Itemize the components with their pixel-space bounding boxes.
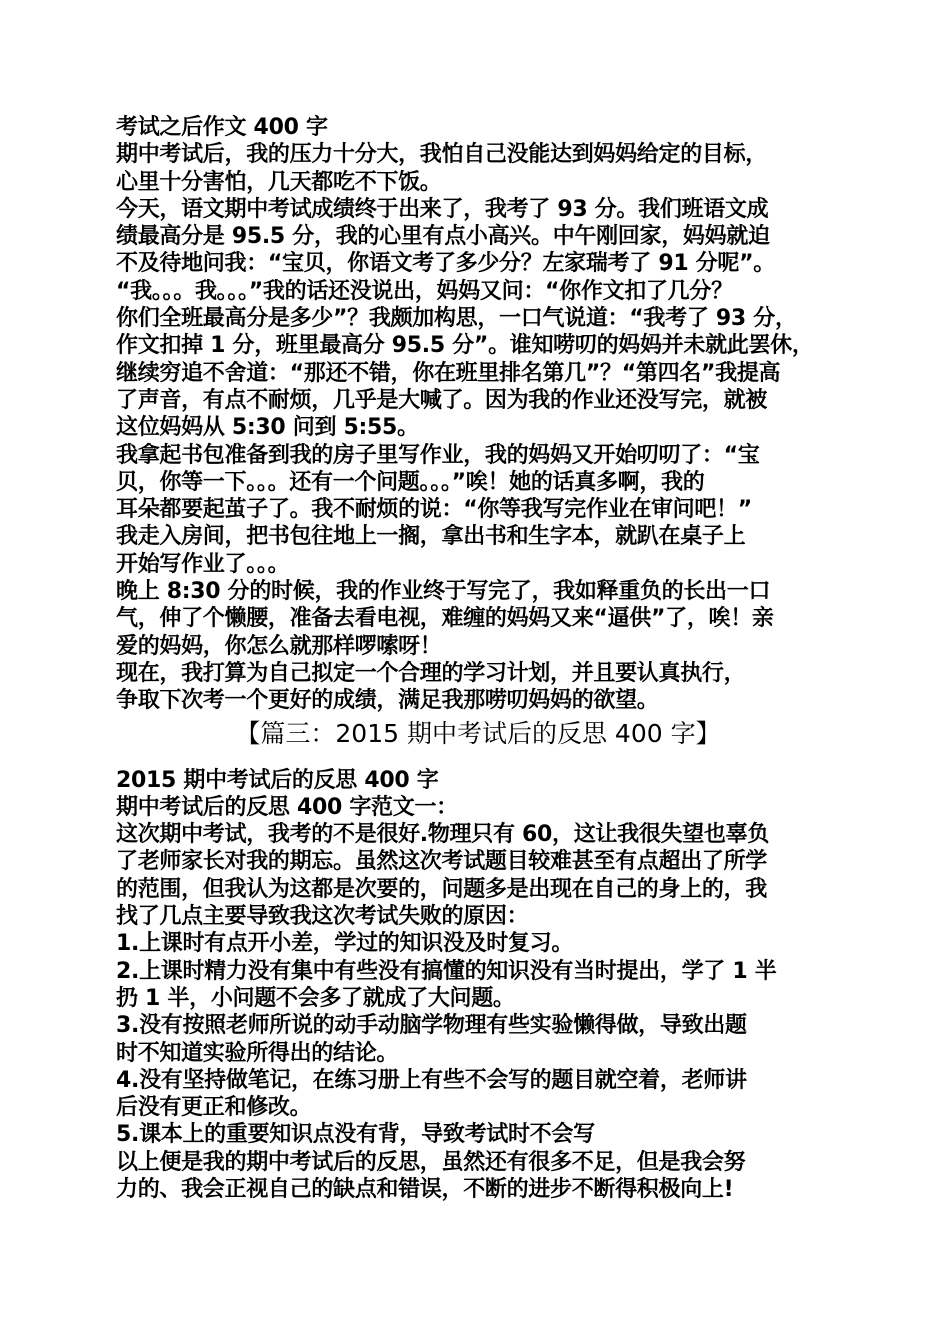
text-line: 争取下次考一个更好的成绩，满足我那唠叨妈妈的欲望。	[116, 688, 659, 714]
list-item: 5.课本上的重要知识点没有背，导致考试时不会写	[116, 1122, 595, 1148]
essay-title: 2015 期中考试后的反思 400 字	[116, 767, 439, 793]
list-item: 3.没有按照老师所说的动手动脑学物理有些实验懒得做，导致出题	[116, 1013, 747, 1039]
text-line: 绩最高分是 95.5 分，我的心里有点小高兴。中午刚回家，妈妈就迫	[116, 224, 770, 250]
text-line: 贝，你等一下。。。还有一个问题。。。”唉！她的话真多啊，我的	[116, 469, 705, 495]
text-line: 爱的妈妈，你怎么就那样啰嗦呀！	[116, 633, 442, 659]
text-line: 我走入房间，把书包往地上一搁，拿出书和生字本，就趴在桌子上	[116, 524, 746, 550]
text-line: 期中考试后，我的压力十分大，我怕自己没能达到妈妈给定的目标，	[116, 142, 768, 168]
text-line: 力的、我会正视自己的缺点和错误，不断的进步不断得积极向上!	[116, 1176, 734, 1202]
section-heading: 【篇三：2015 期中考试后的反思 400 字】	[235, 718, 721, 748]
text-line: “我。。。我。。。”我的话还没说出，妈妈又问：“你作文扣了几分？	[116, 278, 733, 304]
essay-part-2	[116, 767, 840, 1204]
list-item: 2.上课时精力没有集中有些没有搞懂的知识没有当时提出，学了 1 半	[116, 958, 777, 984]
text-line: 了声音，有点不耐烦，几乎是大喊了。因为我的作业还没写完，就被	[116, 387, 768, 413]
text-line: 的范围，但我认为这都是次要的，问题多是出现在自己的身上的，我	[116, 876, 768, 902]
text-line: 后没有更正和修改。	[116, 1095, 312, 1121]
essay-subtitle: 期中考试后的反思 400 字范文一：	[116, 794, 458, 820]
text-line: 以上便是我的期中考试后的反思，虽然还有很多不足，但是我会努	[116, 1149, 746, 1175]
document-page	[116, 114, 840, 1203]
text-line: 气，伸了个懒腰，准备去看电视，难缠的妈妈又来“逼供”了，唉！亲	[116, 606, 774, 632]
list-item: 4.没有坚持做笔记，在练习册上有些不会写的题目就空着，老师讲	[116, 1067, 747, 1093]
text-line: 心里十分害怕，几天都吃不下饭。	[116, 169, 442, 195]
text-line: 不及待地问我：“宝贝，你语文考了多少分？左家瑞考了 91 分呢”。	[116, 251, 775, 277]
text-line: 晚上 8:30 分的时候，我的作业终于写完了，我如释重负的长出一口	[116, 579, 771, 605]
text-line: 耳朵都要起茧子了。我不耐烦的说：“你等我写完作业在审问吧！”	[116, 497, 752, 523]
text-line: 作文扣掉 1 分，班里最高分 95.5 分”。谁知唠叨的妈妈并未就此罢休，	[116, 333, 814, 359]
text-line: 我拿起书包准备到我的房子里写作业，我的妈妈又开始叨叨了：“宝	[116, 442, 760, 468]
text-line: 这位妈妈从 5:30 问到 5:55。	[116, 415, 419, 441]
essay-part-1	[116, 114, 840, 715]
text-line: 这次期中考试，我考的不是很好.物理只有 60，这让我很失望也辜负	[116, 822, 770, 848]
text-line: 了老师家长对我的期忘。虽然这次考试题目较难甚至有点超出了所学	[116, 849, 768, 875]
essay-title: 考试之后作文 400 字	[116, 115, 328, 140]
text-line: 今天，语文期中考试成绩终于出来了，我考了 93 分。我们班语文成	[116, 196, 769, 222]
section-spacer	[116, 751, 840, 767]
text-line: 继续穷追不舍道：“那还不错，你在班里排名第几”？“第四名”我提高	[116, 360, 781, 386]
text-line: 扔 1 半，小问题不会多了就成了大问题。	[116, 985, 515, 1011]
text-line: 开始写作业了。。。	[116, 551, 290, 577]
list-item: 1.上课时有点开小差，学过的知识没及时复习。	[116, 931, 574, 957]
text-line: 你们全班最高分是多少”？我颇加构思，一口气说道：“我考了 93 分，	[116, 306, 797, 332]
text-line: 找了几点主要导致我这次考试失败的原因：	[116, 904, 529, 930]
text-line: 时不知道实验所得出的结论。	[116, 1040, 399, 1066]
text-line: 现在，我打算为自己拟定一个合理的学习计划，并且要认真执行，	[116, 660, 746, 686]
